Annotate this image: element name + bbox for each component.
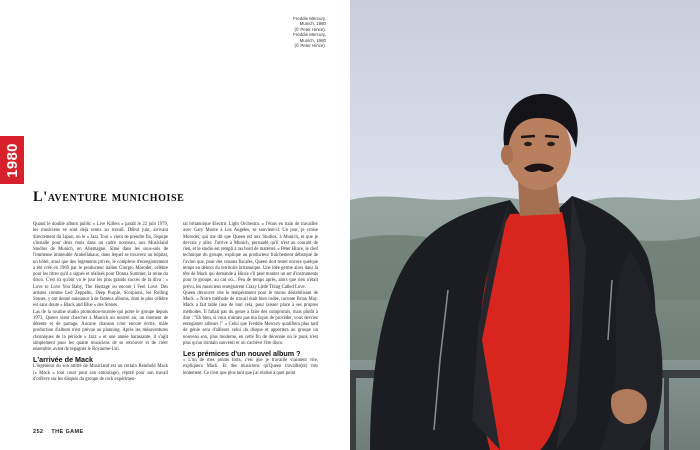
photo-caption [266, 16, 326, 48]
eye [547, 142, 555, 146]
section-name: THE GAME [51, 429, 84, 435]
balcony-post [350, 378, 356, 450]
caption-line: Munich, 1980 [299, 21, 326, 27]
portrait-photo [350, 0, 700, 450]
page-footer [33, 429, 84, 435]
eye [524, 142, 532, 146]
eyebrow [545, 136, 559, 137]
page-number: 252 [33, 429, 44, 435]
balcony-post [664, 378, 669, 450]
subheading: L'arrivée de Mack [33, 355, 94, 365]
body-paragraph: Las de la routine studio promotion-tournée qui porte le groupe depuis 1973, Queen vient chercher à Munich un nouvel air, un moment de détente et de partage. Aucune chanson n'est encore écrite, mâle production d'album n'est prévue au planning. Après les mésaventures chroniques de la période « Jazz » et une année harassante, il s'agit simplement pour les quatre musiciens de se retrouver et de créer ensemble, avant de regagner le Royaume-Uni. [33, 309, 168, 352]
body-paragraph: Quand le double album public « Live Killers » paraît le 22 juin 1979, les musiciens se sont déjà remis au travail. Début juin, arrivant directement du Japon, où le « Jazz Tour » vient de prendre fin, l'équipe s'installe pour deux mois dans un cadre nouveau, aux Musicland Studios de Munich, en Allemagne. Situé dans les sous-sols de l'immense immeuble Arabellahaus, dans lequel se trouvent un hôpital, un hôtel, ainsi que des logements privés, le complexe d'enregistrement a été créé en 1969 par le producteur italien Giorgio Moroder, célèbre pour les titres qu'il a signés et réalisés pour Donna Summer, la reine du disco. C'est ici qu'ont vu le jour les plus grands succès de la diva : « Love to Love You Baby, The Hostage ou encore I Feel Love. Des artistes comme Led Zeppelin, Deep Purple, Scorpions, les Rolling Stones, y ont donné naissance à de fameux albums, dont le plus célèbre est sans doute « Black and Blue » des Stones. [33, 222, 168, 309]
caption-line: Freddie Mercury, [293, 32, 326, 38]
subheading: Les prémices d'un nouvel album ? [183, 349, 301, 358]
eyebrow [521, 136, 535, 137]
caption-line: Freddie Mercury, [293, 16, 326, 21]
body-paragraph: L'ingénieur du son attitré de Musicland est un certain Reinhold Mack (« Mack » tout court pour son entourage), réputé pour son travail d'orfèvre sur les disques du groupe de rock expérimen- [33, 364, 168, 382]
portrait-illustration [350, 0, 700, 450]
body-paragraph: tal britannique Electric Light Orchestra. « J'étais en train de travailler avec Gary Moore à Los Angeles, se souvient-il. Un jour, je croise Moroder, qui me dit que Queen est aux Studios, à Munich, et que je devrais y aller. J'arrive à Munich, persuadé qu'il n'est au courant de rien, et le studio est rempli à ras bord de matériel. » Peter Hince, le chef technique du groupe, explique au producteur fraîchement débarqué de l'avion que, pour des raisons fiscales, Queen doit rester encore quelque temps en dehors du territoire britannique. Une idée germe alors dans la tête de Mack qui demande à Hince s'il peut monter un set d'instruments pour le groupe, au cas où... Peu de temps après, alors que rien n'était prévu, les musiciens enregistrent Crazy Little Thing Called Love. [183, 222, 318, 290]
caption-line: Munich, 1980 [299, 37, 326, 43]
year-label: 1980 [3, 142, 21, 178]
ear [501, 145, 513, 165]
text-column-right [183, 222, 318, 377]
year-tab [0, 136, 24, 184]
body-paragraph: « L'un de mes points forts, c'est que je travaille vraiment vite, expliquera Mack. Et des musiciens qu'Queen travaille(nt) très lentement. Ce n'est que plus tard que j'ai réalisé à quel point [183, 358, 318, 376]
caption-line: (© Peter Hince). [294, 43, 326, 49]
body-paragraph: Queen découvre vite le tempérament pour le moins déstabilisant de Mack. « Notre méthode de travail était bien rodée, raconte Brian May. Mack a fait table rase de tout cela, pour laisser place à ses propres méthodes. Il fallait pas du genre à faire des compromis, mais plutôt à dire : "Eh bien, si vous n'aimez pas ma façon de procéder, vous devriez enregistrer ailleurs !" » Celui que Freddie Mercury qualifiera plus tard de génie sera d'ailleurs celui du disque et apportera au groupe un nouveau son, plus moderne, en cette fin de décennie où le punk n'est plus qu'un lointain souvenir et où s'achève l'ère disco. [183, 290, 318, 346]
chapter-title: L'aventure munichoise [33, 189, 185, 205]
text-column-left [33, 222, 168, 383]
caption-line: (© Peter Hince). [294, 26, 326, 32]
